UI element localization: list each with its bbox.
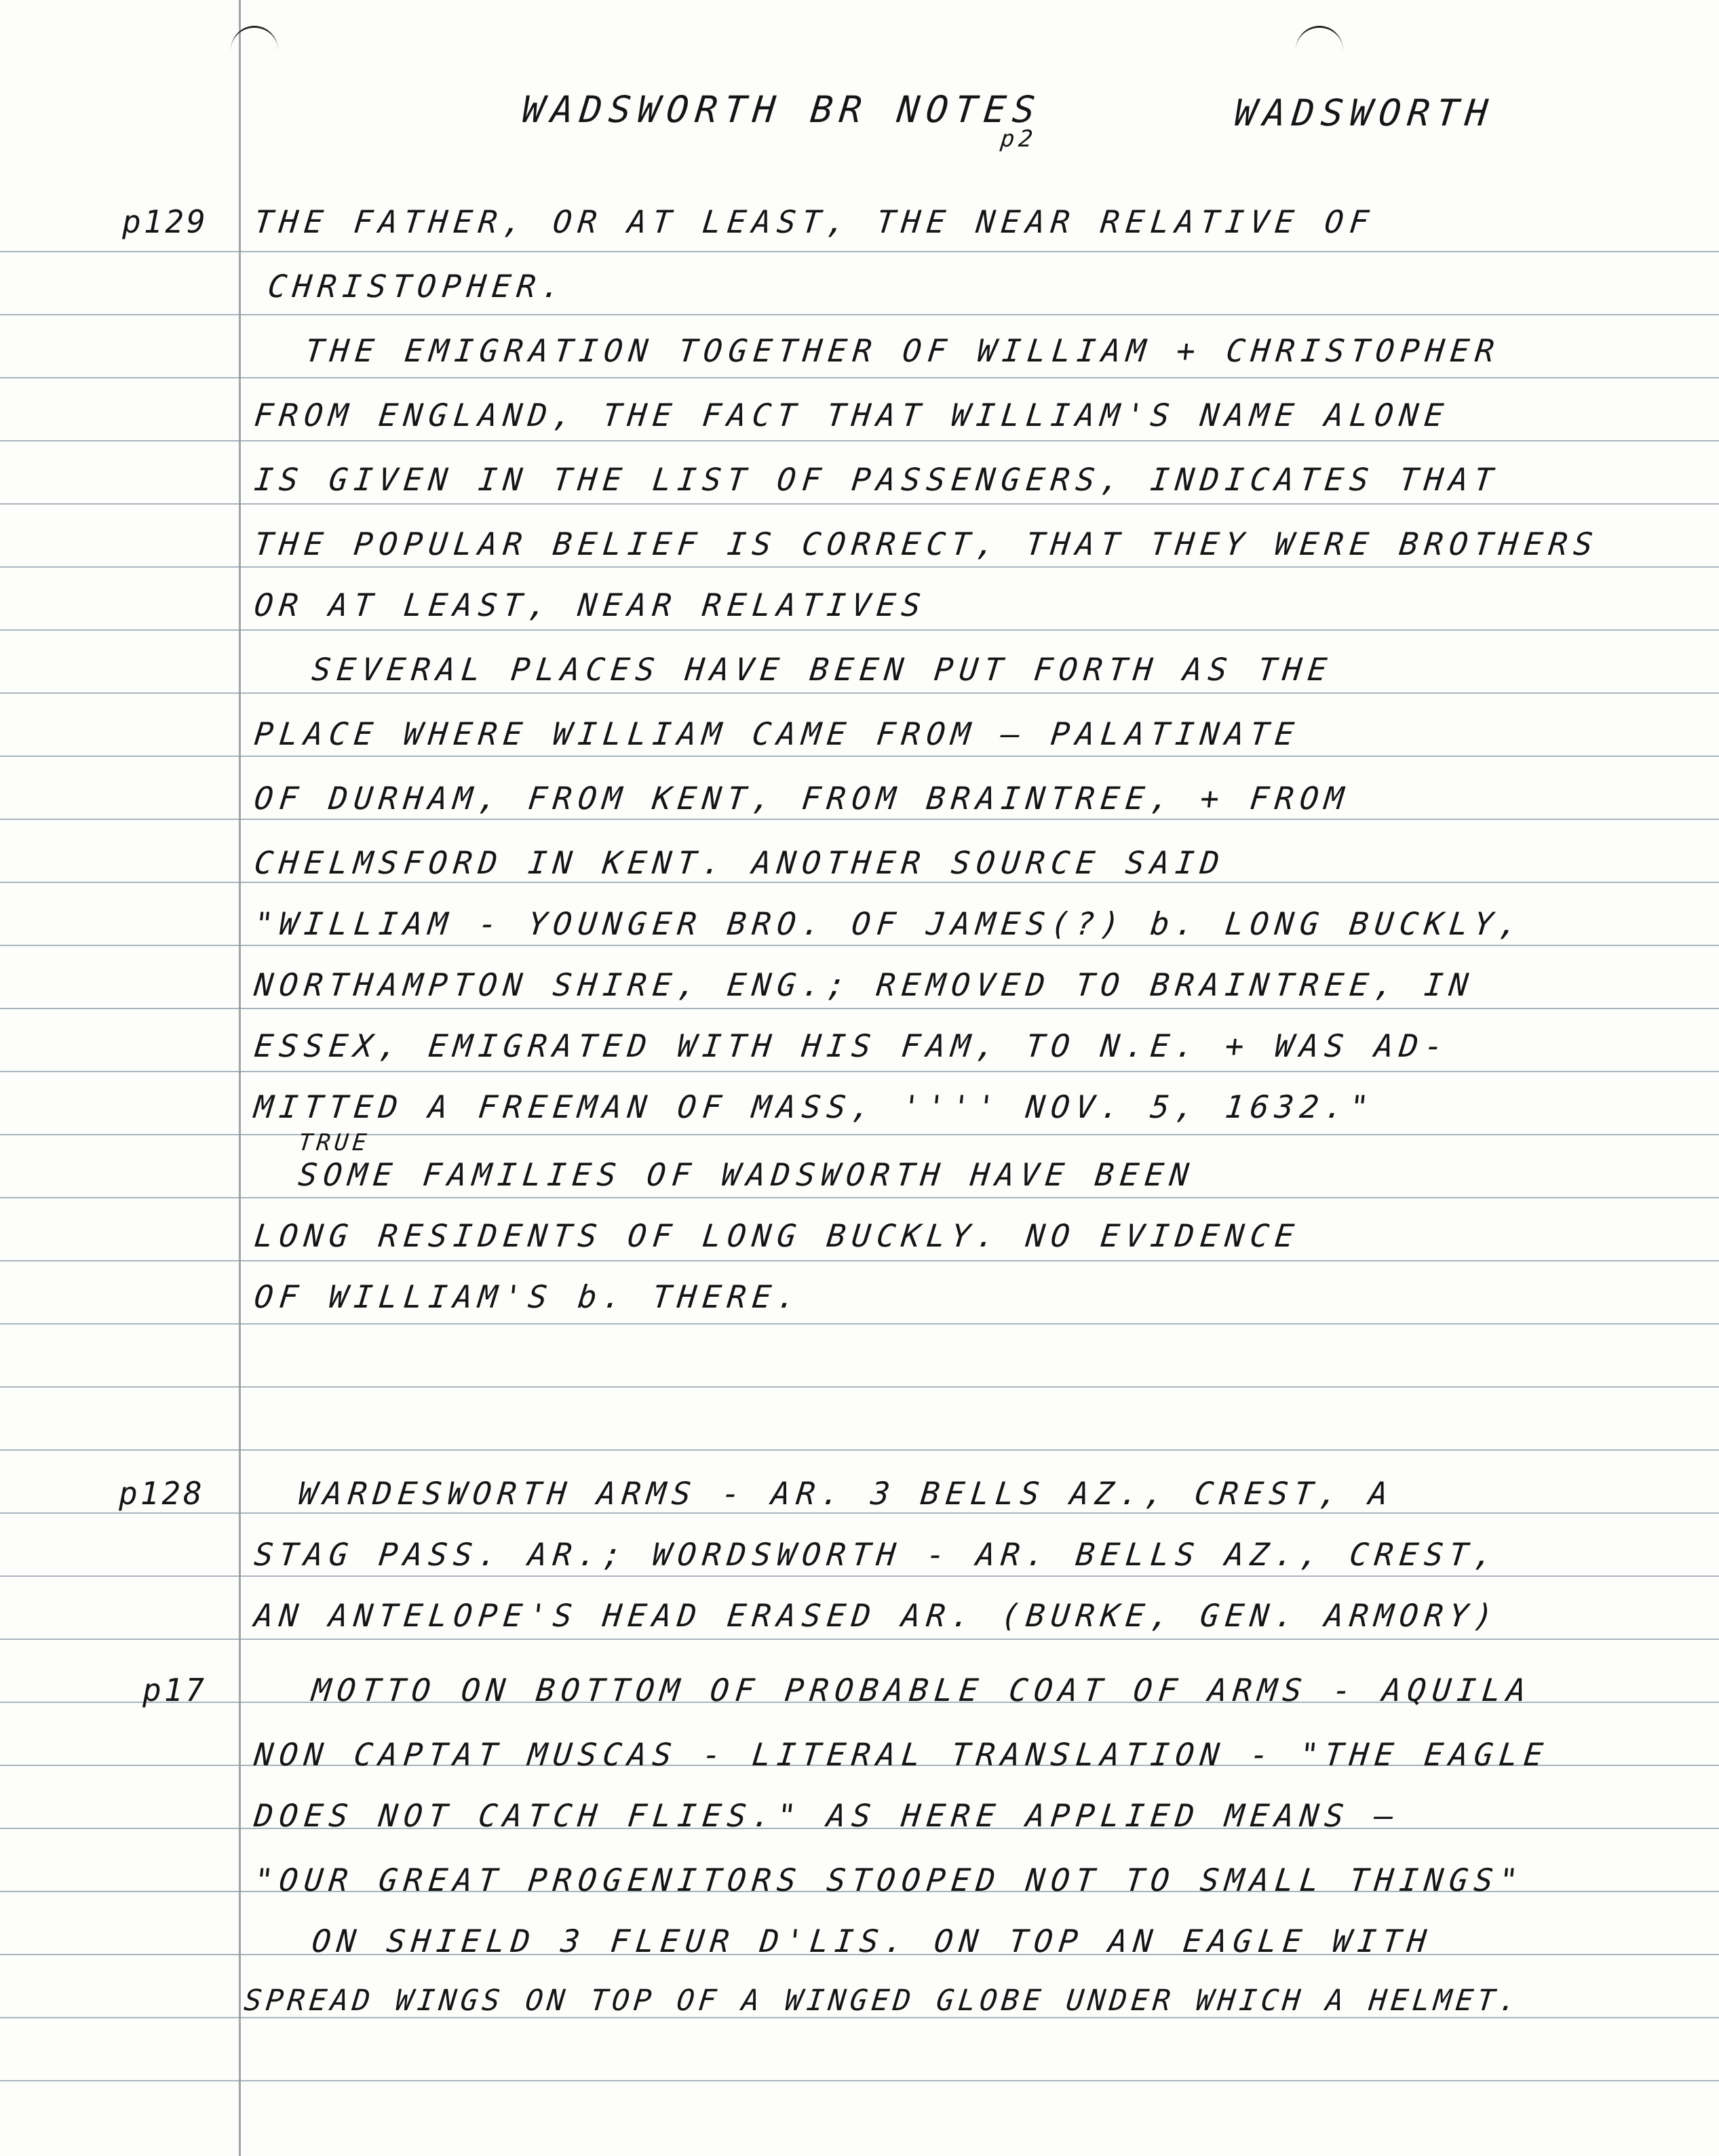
text-line: THE FATHER, OR AT LEAST, THE NEAR RELATIVE OF [252, 203, 1377, 240]
text-line: ON SHIELD 3 FLEUR D'LIS. ON TOP AN EAGLE WITH [310, 1923, 1435, 1959]
ruled-line [0, 1639, 1719, 1640]
text-line: SEVERAL PLACES HAVE BEEN PUT FORTH AS THE [310, 651, 1335, 688]
text-line: OF WILLIAM'S b. THERE. [252, 1278, 805, 1315]
ruled-line [0, 377, 1719, 378]
text-line: THE POPULAR BELIEF IS CORRECT, THAT THEY WERE BROTHERS [252, 526, 1601, 562]
text-line: PLACE WHERE WILLIAM CAME FROM — PALATINATE [252, 716, 1302, 752]
text-line: OR AT LEAST, NEAR RELATIVES [252, 587, 929, 623]
ruled-line [0, 756, 1719, 757]
ruled-line [0, 1008, 1719, 1009]
text-line: STAG PASS. AR.; WORDSWORTH - AR. BELLS AZ., CREST, [252, 1536, 1501, 1573]
punch-hole-mark [231, 26, 278, 75]
text-line: MOTTO ON BOTTOM OF PROBABLE COAT OF ARMS - AQUILA [310, 1672, 1534, 1708]
ruled-line [0, 1512, 1719, 1514]
text-line: SPREAD WINGS ON TOP OF A WINGED GLOBE UNDER WHICH A HELMET. [242, 1984, 1523, 2018]
text-line: NORTHAMPTON SHIRE, ENG.; REMOVED TO BRAINTREE, IN [252, 966, 1476, 1003]
text-line: CHRISTOPHER. [266, 268, 569, 305]
text-line: "OUR GREAT PROGENITORS STOOPED NOT TO SMALL THINGS" [252, 1862, 1526, 1898]
page-number: p2 [999, 125, 1039, 153]
ruled-line [0, 819, 1719, 820]
ruled-line [0, 251, 1719, 252]
ruled-line [0, 440, 1719, 442]
page-title-right: WADSWORTH [1232, 92, 1496, 134]
text-line: LONG RESIDENTS OF LONG BUCKLY. NO EVIDENCE [252, 1217, 1302, 1254]
ruled-line [0, 882, 1719, 883]
ruled-line [0, 2080, 1719, 2081]
ruled-line [0, 1260, 1719, 1261]
ruled-line [0, 945, 1719, 946]
text-line: MITTED A FREEMAN OF MASS, '''' NOV. 5, 1632." [252, 1089, 1377, 1125]
margin-note: p17 [142, 1672, 208, 1708]
ruled-line [0, 314, 1719, 315]
text-line: OF DURHAM, FROM KENT, FROM BRAINTREE, + FROM [252, 780, 1352, 817]
margin-line [239, 0, 241, 2156]
text-line: IS GIVEN IN THE LIST OF PASSENGERS, INDICATES THAT [252, 461, 1501, 498]
ruled-line [0, 692, 1719, 694]
text-line: "WILLIAM - YOUNGER BRO. OF JAMES(?) b. LONG BUCKLY, [252, 905, 1526, 942]
text-line: WARDESWORTH ARMS - AR. 3 BELLS AZ., CREST, A [296, 1475, 1396, 1512]
ruled-line [0, 503, 1719, 505]
ruled-line [0, 566, 1719, 568]
margin-note: p128 [119, 1475, 205, 1512]
text-line: CHELMSFORD IN KENT. ANOTHER SOURCE SAID [252, 844, 1227, 881]
text-line: DOES NOT CATCH FLIES." AS HERE APPLIED MEANS — [252, 1797, 1402, 1834]
text-line: AN ANTELOPE'S HEAD ERASED AR. (BURKE, GEN. ARMORY) [252, 1597, 1501, 1634]
ruled-line [0, 1134, 1719, 1135]
page-title: WADSWORTH BR NOTES [520, 88, 1044, 131]
text-line: SOME FAMILIES OF WADSWORTH HAVE BEEN [296, 1156, 1197, 1193]
punch-hole-mark [1296, 26, 1343, 75]
ruled-line [0, 1449, 1719, 1451]
ruled-line [0, 1071, 1719, 1072]
ruled-line [0, 1386, 1719, 1388]
text-line: NON CAPTAT MUSCAS - LITERAL TRANSLATION - "THE EAGLE [252, 1736, 1551, 1773]
ruled-line [0, 1197, 1719, 1198]
margin-note: p129 [122, 203, 208, 240]
ruled-line [0, 629, 1719, 631]
ruled-line [0, 1323, 1719, 1325]
insertion-mark: TRUE [296, 1129, 372, 1156]
text-line: ESSEX, EMIGRATED WITH HIS FAM, TO N.E. + WAS AD- [252, 1027, 1452, 1064]
text-line: FROM ENGLAND, THE FACT THAT WILLIAM'S NAME ALONE [252, 397, 1452, 433]
ruled-line [0, 1575, 1719, 1577]
text-line: THE EMIGRATION TOGETHER OF WILLIAM + CHRISTOPHER [303, 332, 1503, 369]
